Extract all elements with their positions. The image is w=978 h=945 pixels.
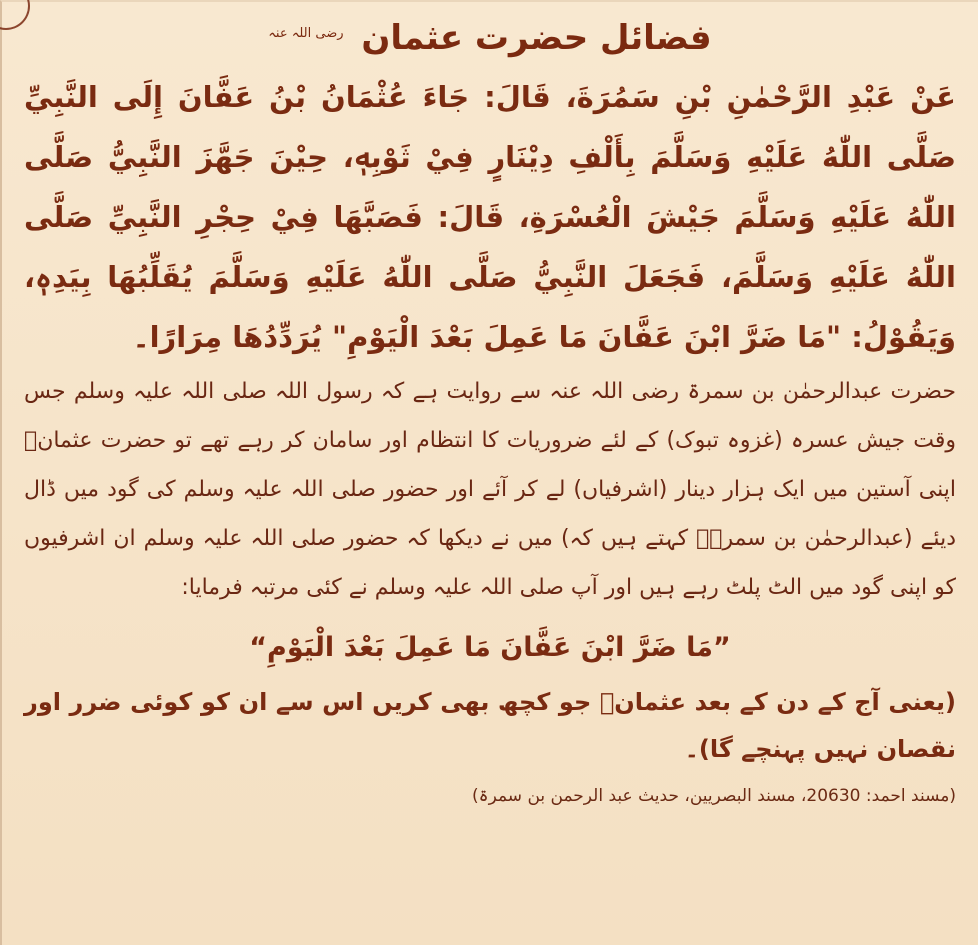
reference-citation: (مسند احمد: 20630، مسند البصریین، حدیث عبد الرحمن بن سمرۃ) bbox=[472, 786, 956, 807]
page-title-text: فضائل حضرت عثمان bbox=[361, 18, 712, 58]
conclusion-urdu-text: (یعنی آج کے دن کے بعد عثمانؓ جو کچھ بھی کریں اس سے ان کو کوئی ضرر اور نقصان نہیں پہنچے گا)۔ bbox=[24, 688, 956, 764]
content-area bbox=[24, 20, 956, 933]
prophetic-quote-arabic: ”مَا ضَرَّ ابْنَ عَفَّانَ مَا عَمِلَ بَعْدَ الْيَوْمِ“ bbox=[249, 632, 731, 664]
hadith-arabic-text: عَنْ عَبْدِ الرَّحْمٰنِ بْنِ سَمُرَةَ، قَالَ: جَاءَ عُثْمَانُ بْنُ عَفَّانَ إِلَى النَّبِيِّ صَلَّى اللّٰهُ عَلَيْهِ وَسَلَّمَ بِأَلْفِ دِيْنَارٍ فِيْ ثَوْبِهٖ، حِيْنَ جَهَّزَ النَّبِيُّ صَلَّى اللّٰهُ عَلَيْهِ وَسَلَّمَ جَيْشَ الْعُسْرَةِ، قَالَ: فَصَبَّهَا فِيْ حِجْرِ النَّبِيِّ صَلَّى اللّٰهُ عَلَيْهِ وَسَلَّمَ، فَجَعَلَ النَّبِيُّ صَلَّى اللّٰهُ عَلَيْهِ وَسَلَّمَ يُقَلِّبُهَا بِيَدِهٖ، وَيَقُوْلُ: "مَا ضَرَّ ابْنَ عَفَّانَ مَا عَمِلَ بَعْدَ الْيَوْمِ" يُرَدِّدُهَا مِرَارًا۔ bbox=[24, 80, 956, 355]
page-title bbox=[24, 20, 956, 57]
title-honorific: رضی اللہ عنہ bbox=[268, 25, 344, 41]
urdu-translation-text: حضرت عبدالرحمٰن بن سمرۃ رضی اللہ عنہ سے روایت ہے کہ رسول اللہ صلی اللہ علیہ وسلم جس وقت جیش عسرہ (غزوہ تبوک) کے لئے ضروریات کا انتظام اور سامان کر رہے تھے تو حضرت عثمانؓ اپنی آستین میں ایک ہزار دینار (اشرفیاں) لے کر آئے اور حضور صلی اللہ علیہ وسلم کی گود میں ڈال دیئے (عبدالرحمٰن بن سمرۃؓ کہتے ہیں کہ) میں نے دیکھا کہ حضور صلی اللہ علیہ وسلم ان اشرفیوں کو اپنی گود میں الٹ پلٹ رہے ہیں اور آپ صلی اللہ علیہ وسلم نے کئی مرتبہ فرمایا: bbox=[24, 379, 956, 601]
